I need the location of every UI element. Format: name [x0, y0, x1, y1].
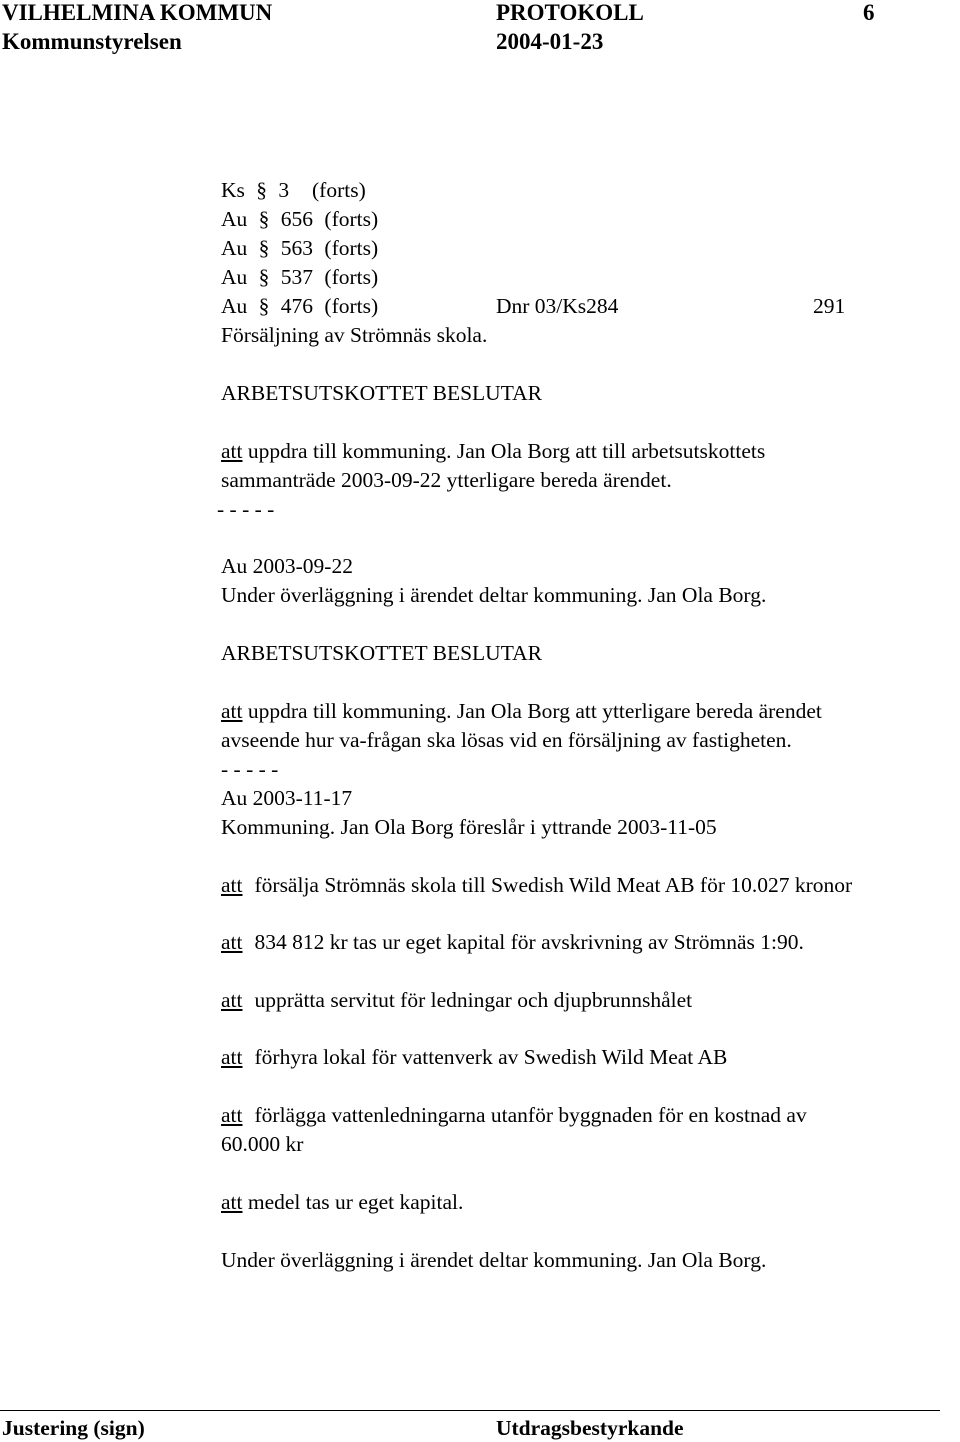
decision-heading: ARBETSUTSKOTTET BESLUTAR [221, 381, 542, 405]
proposal-item-continued: 60.000 kr [221, 1132, 304, 1156]
case-subject: Försäljning av Strömnäs skola. [221, 323, 488, 347]
decision-text-line: att uppdra till kommuning. Jan Ola Borg att ytterligare bereda ärendet [221, 699, 822, 723]
reference-line: Au § 476 (forts) [221, 294, 379, 318]
proposal-item: att upprätta servitut för ledningar och djupbrunnshålet [221, 988, 693, 1012]
separator: - - - - - [217, 497, 275, 521]
committee-name: Kommunstyrelsen [2, 29, 182, 54]
case-number: 291 [813, 294, 846, 318]
document-type: PROTOKOLL [496, 0, 644, 25]
separator: - - - - - [221, 757, 279, 781]
reference-line: Au § 537 (forts) [221, 265, 379, 289]
footer-divider [0, 1410, 940, 1411]
reference-line: Ks § 3 (forts) [221, 178, 366, 202]
decision-heading: ARBETSUTSKOTTET BESLUTAR [221, 641, 542, 665]
footer-extract-certification: Utdragsbestyrkande [496, 1416, 684, 1440]
meeting-date: 2004-01-23 [496, 29, 604, 54]
meeting-reference: Au 2003-09-22 [221, 554, 353, 578]
page-number: 6 [863, 0, 875, 25]
municipality-name: VILHELMINA KOMMUN [2, 0, 273, 25]
proposal-item: att försälja Strömnäs skola till Swedish Wild Meat AB för 10.027 kronor [221, 873, 853, 897]
decision-text-line: avseende hur va-frågan ska lösas vid en försäljning av fastigheten. [221, 728, 792, 752]
proposal-item: att förhyra lokal för vattenverk av Swedish Wild Meat AB [221, 1045, 728, 1069]
proposal-item: att förlägga vattenledningarna utanför byggnaden för en kostnad av [221, 1103, 807, 1127]
participation-note: Under överläggning i ärendet deltar kommuning. Jan Ola Borg. [221, 583, 767, 607]
diary-number: Dnr 03/Ks284 [496, 294, 619, 318]
reference-line: Au § 563 (forts) [221, 236, 379, 260]
decision-text-line: sammanträde 2003-09-22 ytterligare bereda ärendet. [221, 468, 672, 492]
proposal-item: att medel tas ur eget kapital. [221, 1190, 464, 1214]
reference-line: Au § 656 (forts) [221, 207, 379, 231]
participation-note: Under överläggning i ärendet deltar kommuning. Jan Ola Borg. [221, 1248, 767, 1272]
footer-adjustment-sign: Justering (sign) [2, 1416, 145, 1440]
decision-text-line: att uppdra till kommuning. Jan Ola Borg att till arbetsutskottets [221, 439, 766, 463]
meeting-reference: Au 2003-11-17 [221, 786, 353, 810]
proposal-item: att 834 812 kr tas ur eget kapital för avskrivning av Strömnäs 1:90. [221, 930, 804, 954]
proposal-intro: Kommuning. Jan Ola Borg föreslår i yttrande 2003-11-05 [221, 815, 717, 839]
